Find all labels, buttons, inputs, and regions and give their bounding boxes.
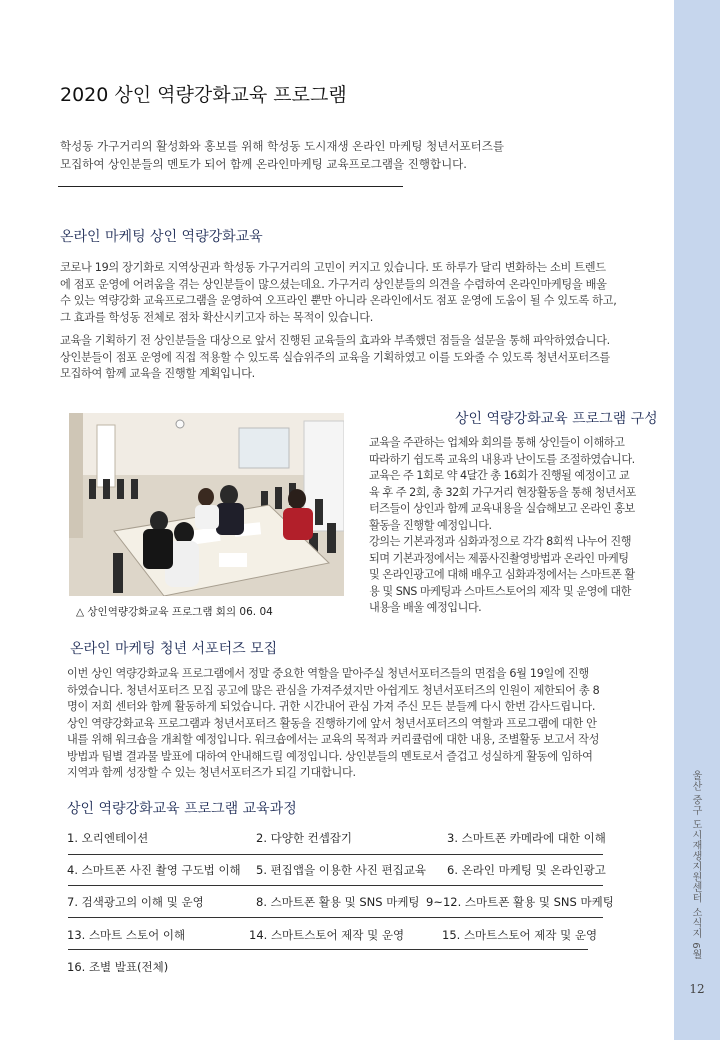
curriculum-item: 6. 온라인 마케팅 및 온라인광고 xyxy=(447,863,606,877)
text-line: 내용을 배울 예정입니다. xyxy=(369,601,482,614)
curriculum-item: 15. 스마트스토어 제작 및 운영 xyxy=(442,928,598,942)
curriculum-row xyxy=(67,927,602,947)
section-title-curriculum: 상인 역량강화교육 프로그램 교육과정 xyxy=(67,801,297,817)
curriculum-item: 2. 다양한 컨셉잡기 xyxy=(256,831,353,845)
text-line: 용 및 SNS 마케팅과 스마트스토어의 제작 및 운영에 대한 xyxy=(369,584,631,598)
section-title-youth-supporters: 온라인 마케팅 청년 서포터즈 모집 xyxy=(70,641,278,657)
text-line: 육 후 주 2회, 총 32회 가구거리 현장활동을 통해 청년서포 xyxy=(369,485,636,499)
text-line: 교육을 주관하는 업체와 회의를 통해 상인들이 이해하고 xyxy=(369,436,625,449)
text-line: 그 효과를 학성동 전체로 점차 확산시키고자 하는 목적이 있습니다. xyxy=(60,310,373,324)
text-line: 이번 상인 역량강화교육 프로그램에서 정말 중요한 역할을 맡아주실 청년서포터즈들의 면접을 6월 19일에 진행 xyxy=(67,667,589,680)
curriculum-item: 7. 검색광고의 이해 및 운영 xyxy=(67,895,204,909)
text-line: 명이 저희 센터와 함께 활동하게 되었습니다. 귀한 시간내어 관심 가져 주신 모든 분들께 다시 한번 감사드립니다. xyxy=(67,700,596,713)
text-line: 따라하기 쉽도록 교육의 내용과 난이도를 조절하였습니다. xyxy=(369,452,635,466)
text-line: 터즈들이 상인과 함께 교육내용을 실습해보고 온라인 홍보 xyxy=(369,502,635,515)
intro-line: 학성동 가구거리의 활성화와 홍보를 위해 학성동 도시재생 온라인 마케팅 청년서포터즈를 xyxy=(60,139,504,153)
curriculum-item: 5. 편집앱을 이용한 사진 편집교육 xyxy=(256,863,427,877)
section-title-program-structure: 상인 역량강화교육 프로그램 구성 xyxy=(455,411,658,427)
curriculum-item: 16. 조별 발표(전체) xyxy=(67,960,169,974)
curriculum-row xyxy=(67,862,606,882)
curriculum-item: 4. 스마트폰 사진 촬영 구도법 이해 xyxy=(67,863,241,877)
text-line: 모집하여 함께 교육을 진행할 계획입니다. xyxy=(60,367,255,380)
text-line: 교육을 기획하기 전 상인분들을 대상으로 앞서 진행된 교육들의 효과와 부족했던 점들을 설문을 통해 파악하였습니다. xyxy=(60,334,610,347)
curriculum-item: 14. 스마트스토어 제작 및 운영 xyxy=(249,928,405,942)
text-line: 교육은 주 1회로 약 4달간 총 16회가 진행될 예정이고 교 xyxy=(369,469,630,482)
section-title-online-marketing-education: 온라인 마케팅 상인 역량강화교육 xyxy=(60,229,263,245)
sidebar-publication-title: 울산 중구 도시재생지원센터 소식지 6월 xyxy=(690,770,701,960)
text-line: 상인분들이 점포 운영에 직접 적용할 수 있도록 실습위주의 교육을 기획하였고 이를 도와줄 수 있도록 청년서포터즈를 xyxy=(60,350,610,364)
text-line: 강의는 기본과정과 심화과정으로 각각 8회씩 나누어 진행 xyxy=(369,535,632,548)
page-number: 12 xyxy=(689,982,705,996)
text-line: 수 있는 역량강화 교육프로그램을 운영하여 오프라인 뿐만 아니라 온라인에서도 점포 운영에 도움이 될 수 있도록 하고, xyxy=(60,294,617,307)
curriculum-row xyxy=(67,830,606,850)
text-line: 코로나 19의 장기화로 지역상권과 학성동 가구거리의 고민이 커지고 있습니다. 또 하루가 달리 변화하는 소비 트렌드 xyxy=(60,261,606,274)
meeting-photo xyxy=(69,413,344,596)
curriculum-divider xyxy=(68,917,603,918)
divider xyxy=(58,186,403,187)
text-line: 되며 기본과정에서는 제품사진촬영방법과 온라인 마케팅 xyxy=(369,551,629,565)
section2-paragraph xyxy=(369,435,669,617)
text-line: 및 온라인광고에 대해 배우고 심화과정에서는 스마트폰 활 xyxy=(369,568,635,581)
curriculum-item: 9~12. 스마트폰 활용 및 SNS 마케팅 xyxy=(426,895,614,909)
text-line: 내를 위해 워크숍을 개최할 예정입니다. 워크숍에서는 교육의 목적과 커리큘럼에 대한 내용, 조별활동 보고서 작성 xyxy=(67,733,600,746)
page-title: 2020 상인 역량강화교육 프로그램 xyxy=(60,84,347,106)
curriculum-divider xyxy=(68,854,603,855)
text-line: 방법과 팀별 결과물 발표에 대하여 안내해드릴 예정입니다. 상인분들의 멘토로서 즐겁고 성실하게 활동에 임하여 xyxy=(67,749,593,763)
intro-line: 모집하여 상인분들의 멘토가 되어 함께 온라인마케팅 교육프로그램을 진행합니다. xyxy=(60,157,467,171)
intro-paragraph xyxy=(60,137,520,173)
section1-paragraph-2 xyxy=(60,333,660,383)
curriculum-item: 3. 스마트폰 카메라에 대한 이해 xyxy=(447,831,606,845)
curriculum-row xyxy=(67,959,602,979)
curriculum-item: 1. 오리엔테이션 xyxy=(67,831,149,845)
text-line: 에 점포 운영에 어려움을 겪는 상인분들이 많으셨는데요. 가구거리 상인분들의 의견을 수렴하여 온라인마케팅을 배울 xyxy=(60,277,607,291)
photo-caption: △ 상인역량강화교육 프로그램 회의 06. 04 xyxy=(76,606,273,618)
section3-paragraph xyxy=(67,666,667,782)
text-line: 상인 역량강화교육 프로그램과 청년서포터즈 활동을 진행하기에 앞서 청년서포터즈의 역할과 프로그램에 대한 안 xyxy=(67,716,597,730)
sidebar-band xyxy=(674,0,720,1040)
curriculum-row xyxy=(67,894,614,914)
curriculum-item: 8. 스마트폰 활용 및 SNS 마케팅 xyxy=(256,895,420,909)
text-line: 하였습니다. 청년서포터즈 모집 공고에 많은 관심을 가져주셨지만 아쉽게도 청년서포터즈의 인원이 제한되어 총 8 xyxy=(67,683,600,697)
text-line: 활동을 진행할 예정입니다. xyxy=(369,518,492,532)
section1-paragraph-1 xyxy=(60,260,660,326)
curriculum-divider xyxy=(68,885,603,886)
text-line: 지역과 함께 성장할 수 있는 청년서포터즈가 되길 기대합니다. xyxy=(67,766,356,779)
curriculum-divider xyxy=(68,949,588,950)
curriculum-item: 13. 스마트 스토어 이해 xyxy=(67,928,186,942)
